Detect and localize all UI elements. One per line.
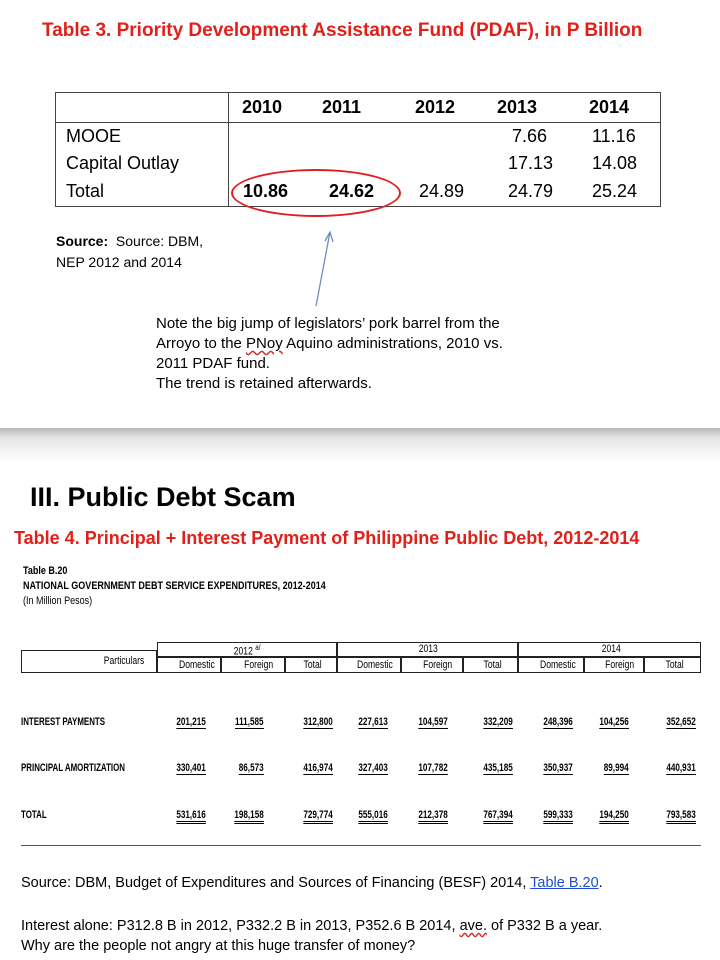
note-line: Note the big jump of legislators’ pork barrel from the (156, 315, 500, 332)
principal-2013-domestic: 327,403 (358, 762, 388, 774)
cell-total-2011: 24.62 (329, 181, 375, 201)
source-label: Source: (56, 233, 109, 249)
subhead-foreign (221, 657, 285, 673)
principal-2013-foreign: 107,782 (418, 762, 448, 774)
subhead-text: Domestic (357, 659, 393, 671)
subhead-text: Total (303, 659, 322, 671)
principal-2014-domestic: 350,937 (543, 762, 573, 774)
cell-total-2010: 10.86 (243, 181, 289, 201)
year-box-2012 (157, 642, 337, 657)
total-2014-foreign: 194,250 (600, 809, 629, 824)
table-id: Table B.20 (23, 565, 68, 577)
table4-title: Table 4. Principal + Interest Payment of Philippine Public Debt, 2012-2014 (14, 528, 640, 548)
interest-2012-total: 312,800 (303, 716, 333, 728)
subhead-total (285, 657, 337, 673)
interest-text: Interest alone: P312.8 B in 2012, P332.2 B in 2013, P352.6 B 2014, (21, 918, 460, 934)
interest-2013-foreign: 104,597 (418, 716, 448, 728)
subhead-text: Foreign (244, 659, 274, 671)
table-bottom-rule (21, 845, 701, 846)
particulars-label: Particulars (103, 655, 145, 667)
interest-2013-domestic: 227,613 (358, 716, 388, 728)
total-2014-domestic: 599,333 (544, 809, 573, 824)
year-text: 2012 (233, 645, 253, 658)
table3-title: Table 3. Priority Development Assistance Fund (PDAF), in P Billion (42, 20, 643, 41)
total-2012-domestic: 531,616 (177, 809, 206, 824)
interest-2014-domestic: 248,396 (543, 716, 573, 728)
table-unit: (In Million Pesos) (23, 595, 93, 607)
slide-pdaf (0, 0, 720, 428)
year-box-2013 (337, 642, 518, 657)
interest-note (21, 916, 711, 956)
year-header-2011: 2011 (322, 97, 362, 117)
annotation-note (156, 314, 636, 394)
row-label-principal: PRINCIPAL AMORTIZATION (21, 762, 125, 774)
principal-2014-total: 440,931 (666, 762, 696, 774)
row-label-interest: INTEREST PAYMENTS (21, 716, 106, 728)
principal-2013-total: 435,185 (483, 762, 513, 774)
row-label-capital-outlay: Capital Outlay (66, 153, 180, 173)
subhead-text: Total (665, 659, 684, 671)
table-subtitle: NATIONAL GOVERNMENT DEBT SERVICE EXPENDITURES, 2012-2014 (23, 580, 326, 592)
note-line: 2011 PDAF fund. (156, 355, 270, 372)
table-b20-caption (23, 564, 326, 609)
year-label-2013: 2013 (418, 643, 438, 655)
spellcheck-word: ave. (459, 918, 487, 934)
total-2013-domestic: 555,016 (359, 809, 388, 824)
total-2012-foreign: 198,158 (235, 809, 264, 824)
source-text: Source: DBM, (115, 233, 204, 249)
row-label-total: TOTAL (21, 809, 47, 821)
cell-total-2013: 24.79 (508, 181, 554, 201)
subhead-foreign (584, 657, 644, 673)
debt-service-table (21, 642, 701, 849)
year-header-2014: 2014 (589, 97, 630, 117)
footnote-mark: a/ (255, 643, 261, 652)
interest-2014-foreign: 104,256 (599, 716, 629, 728)
row-label-mooe: MOOE (66, 126, 122, 146)
cell-total-2014: 25.24 (592, 181, 638, 201)
cell-capital-2014: 14.08 (592, 153, 638, 173)
source-text: Source: DBM, Budget of Expenditures and Sources of Financing (BESF) 2014, (21, 875, 531, 891)
cell-mooe-2013: 7.66 (512, 126, 548, 146)
table4-source (21, 875, 603, 891)
subhead-domestic (157, 657, 221, 673)
total-2013-total: 767,394 (484, 809, 513, 824)
principal-2012-total: 416,974 (303, 762, 333, 774)
table-b20-link[interactable]: Table B.20 (530, 875, 599, 891)
year-box-2014 (518, 642, 701, 657)
year-header-2012: 2012 (415, 97, 456, 117)
cell-total-2012: 24.89 (419, 181, 465, 201)
interest-text: of P332 B a year. (486, 918, 603, 934)
note-line (156, 334, 636, 354)
subhead-text: Foreign (605, 659, 635, 671)
interest-line (21, 916, 711, 936)
year-header-2013: 2013 (497, 97, 538, 117)
subhead-domestic (518, 657, 584, 673)
note-line: The trend is retained afterwards. (156, 375, 372, 392)
subhead-foreign (401, 657, 463, 673)
spellcheck-word: PNoy (246, 335, 283, 352)
interest-2013-total: 332,209 (483, 716, 513, 728)
interest-question: Why are the people not angry at this huge transfer of money? (21, 938, 416, 954)
section-heading: III. Public Debt Scam (30, 482, 296, 512)
subhead-text: Total (483, 659, 502, 671)
interest-2012-foreign: 111,585 (235, 716, 264, 728)
source-line2: NEP 2012 and 2014 (56, 254, 182, 270)
total-2013-foreign: 212,378 (419, 809, 448, 824)
subhead-text: Foreign (423, 659, 453, 671)
cell-capital-2013: 17.13 (508, 153, 554, 173)
subhead-total (463, 657, 518, 673)
source-end: . (598, 875, 603, 891)
particulars-header (21, 650, 157, 673)
principal-2014-foreign: 89,994 (604, 762, 629, 774)
principal-2012-foreign: 86,573 (239, 762, 264, 774)
total-2012-total: 729,774 (304, 809, 333, 824)
subhead-domestic (337, 657, 401, 673)
cell-mooe-2014: 11.16 (592, 126, 636, 146)
year-header-2010: 2010 (242, 97, 283, 117)
total-2014-total: 793,583 (667, 809, 696, 824)
note-text: Arroyo to the (156, 335, 247, 352)
year-label-2014: 2014 (601, 643, 621, 655)
row-label-total: Total (66, 181, 105, 201)
subhead-text: Domestic (540, 659, 576, 671)
slide-separator (0, 428, 720, 462)
subhead-total (644, 657, 701, 673)
slide-public-debt (0, 462, 720, 960)
subhead-text: Domestic (179, 659, 215, 671)
year-label-2012 (234, 643, 261, 658)
note-text: Aquino administrations, 2010 vs. (282, 335, 503, 352)
interest-2012-domestic: 201,215 (176, 716, 206, 728)
interest-2014-total: 352,652 (666, 716, 696, 728)
principal-2012-domestic: 330,401 (176, 762, 206, 774)
